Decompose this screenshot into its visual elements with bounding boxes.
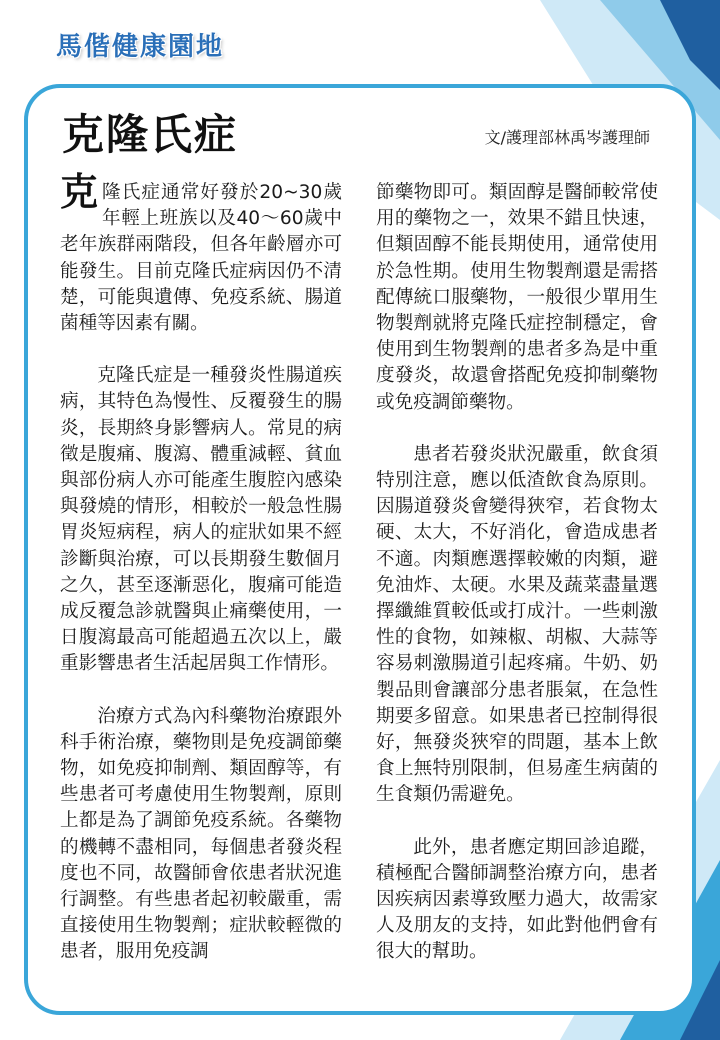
paragraph-followup: 此外，患者應定期回診追蹤，積極配合醫師調整治療方向，患者因疾病因素導致壓力過大，故需家人及朋友的支持，如此對他們會有很大的幫助。 xyxy=(376,836,658,963)
paragraph-lead xyxy=(60,170,342,337)
article-column-right xyxy=(376,180,658,966)
article-column-left xyxy=(60,170,342,966)
paragraph-diet: 患者若發炎狀況嚴重，飲食須特別注意，應以低渣飲食為原則。因腸道發炎會變得狹窄，若食物太硬、太大，不好消化，會造成患者不適。肉類應選擇較嫩的肉類，避免油炸、太硬。水果及蔬菜盡量選擇纖維質較低或打成汁。一些刺激性的食物，如辣椒、胡椒、大蒜等容易刺激腸道引起疼痛。牛奶、奶製品則會讓部分患者脹氣，在急性期要多留意。如果患者已控制得很好，無發炎狹窄的問題，基本上飲食上無特別限制，但易產生病菌的生食類仍需避免。 xyxy=(376,443,658,806)
article-byline: 文/護理部林禹岑護理師 xyxy=(484,128,650,147)
paragraph-treatment: 治療方式為內科藥物治療跟外科手術治療，藥物則是免疫調節藥物，如免疫抑制劑、類固醇等，有些患者可考慮使用生物製劑，原則上都是為了調節免疫系統。各藥物的機轉不盡相同，每個患者發炎程度也不同，故醫師會依患者狀況進行調整。有些患者起初較嚴重，需直接使用生物製劑；症狀較輕微的患者，服用免疫調 xyxy=(60,705,342,963)
article-title: 克隆氏症 xyxy=(62,110,239,159)
paragraph-treatment-continued: 節藥物即可。類固醇是醫師較常使用的藥物之一，效果不錯且快速，但類固醇不能長期使用，通常使用於急性期。使用生物製劑還是需搭配傳統口服藥物，一般很少單用生物製劑就將克隆氏症控制穩定，會使用到生物製劑的患者多為是中重度發炎，故還會搭配免疫抑制藥物或免疫調節藥物。 xyxy=(376,182,658,413)
paragraph-symptoms: 克隆氏症是一種發炎性腸道疾病，其特色為慢性、反覆發生的腸炎，長期終身影響病人。常見的病徵是腹痛、腹瀉、體重減輕、貧血與部份病人亦可能產生腹腔內感染與發燒的情形，相較於一般急性腸胃炎短病程，病人的症狀如果不經診斷與治療，可以長期發生數個月之久，甚至逐漸惡化，腹痛可能造成反覆急診就醫與止痛藥使用，一日腹瀉最高可能超過五次以上，嚴重影響患者生活起居與工作情形。 xyxy=(60,365,342,675)
section-title: 馬偕健康園地 xyxy=(56,32,225,62)
drop-cap: 克 xyxy=(60,170,99,214)
lead-text: 隆氏症通常好發於20~30歲年輕上班族以及40～60歲中老年族群兩階段，但各年齡層亦可能發生。目前克隆氏症病因仍不清楚，可能與遺傳、免疫系統、腸道菌種等因素有關。 xyxy=(60,182,342,335)
